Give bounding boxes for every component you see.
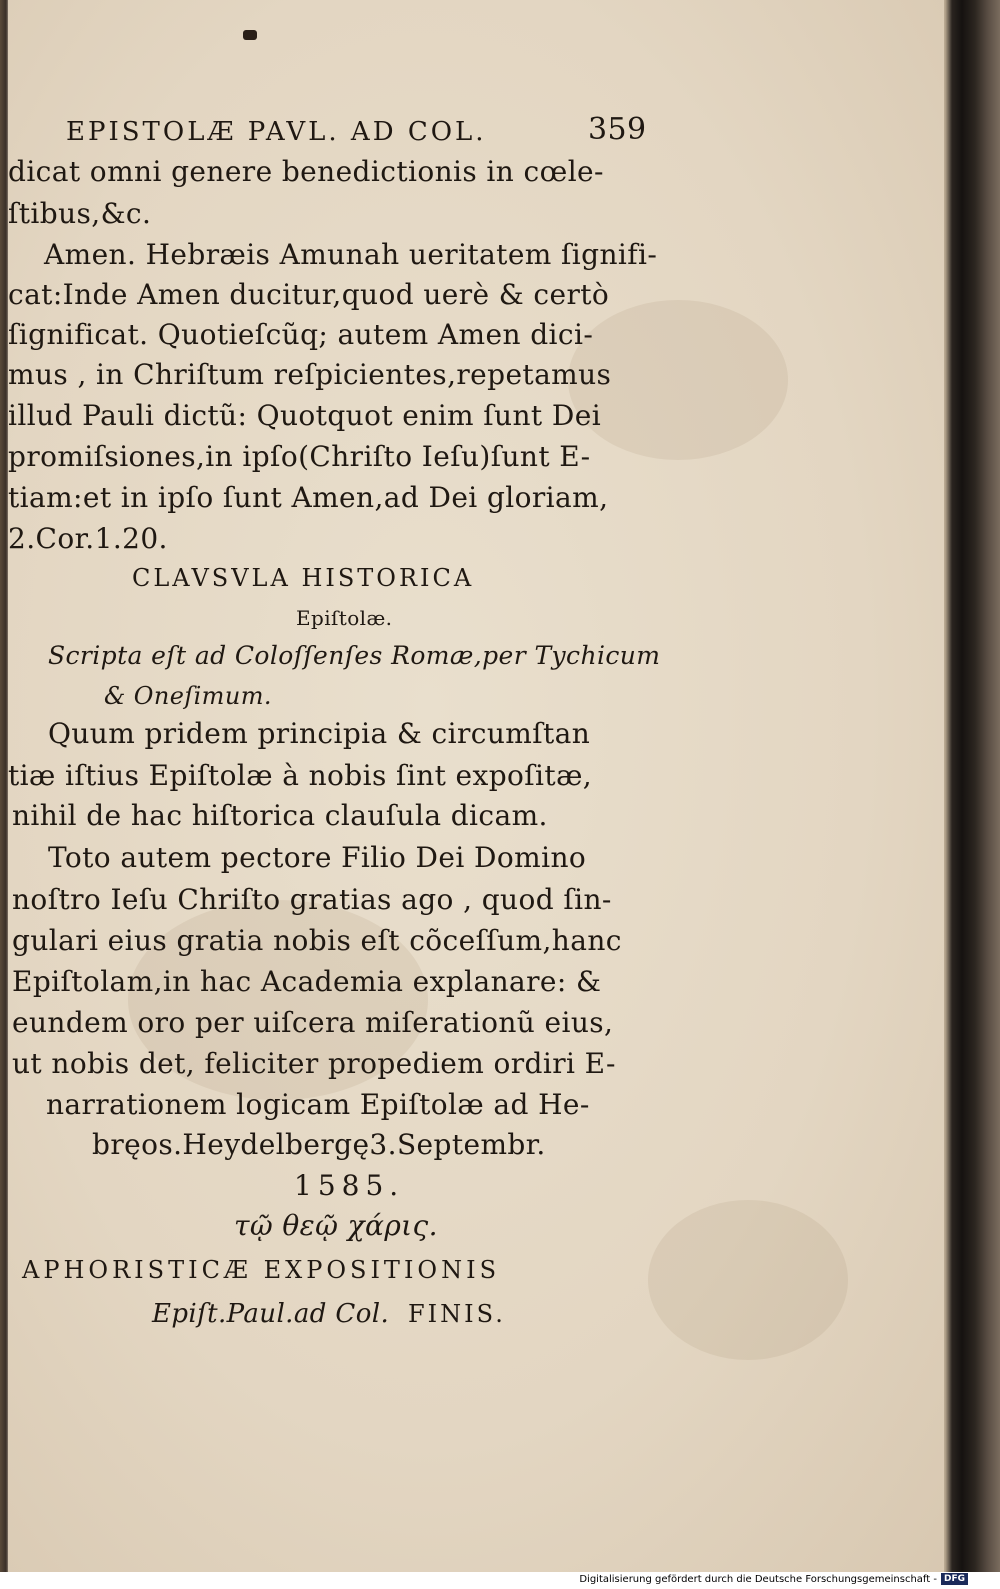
text-line: Quum pridem principia & circumſtan [48,717,591,750]
finis-word: FINIS. [408,1300,506,1328]
greek-line: τῷ θεῷ χάρις. [234,1209,438,1242]
text-line: promiſsiones,in ipſo(Chriſto Ieſu)ſunt E- [8,440,591,473]
italic-line: Scripta eſt ad Coloſſenſes Romæ,per Tychicum [48,641,661,670]
text-line: ut nobis det, feliciter propediem ordiri E- [12,1047,616,1080]
final-italic: Epiſt.Paul.ad Col. [152,1299,390,1329]
text-line: eundem oro per uiſcera miſerationũ eius, [12,1006,614,1039]
text-line: noſtro Ieſu Chriſto gratias ago , quod ſin- [12,883,612,916]
text-line: bręos.Heydelbergę3.Septembr. [92,1128,546,1161]
text-line: Toto autem pectore Filio Dei Domino [48,841,587,874]
text-line: nihil de hac hiſtorica clauſula dicam. [12,799,548,832]
text-line: Amen. Hebræis Amunah ueritatem ſignifi- [44,238,658,271]
text-line: tiæ iſtius Epiſtolæ à nobis ſint expoſitæ, [8,759,593,792]
text-line: tiam:et in ipſo ſunt Amen,ad Dei gloriam, [8,481,609,514]
text-line: ſignificat. Quotieſcũq; autem Amen dici- [8,318,594,351]
footer-credit-text: Digitalisierung gefördert durch die Deutsche Forschungsgemeinschaft - [579,1573,937,1585]
text-line: mus , in Chriſtum reſpicientes,repetamus [8,358,612,391]
running-title: EPISTOLÆ PAVL. AD COL. [66,117,487,147]
text-line: gulari eius gratia nobis eſt cõceſſum,hanc [12,924,622,957]
text-line: ſtibus,&c. [8,197,152,230]
final-heading: APHORISTICÆ EXPOSITIONIS [22,1256,501,1284]
section-subheading: Epiſtolæ. [296,606,393,630]
page-number: 359 [588,112,647,147]
italic-line: & Oneſimum. [104,682,272,710]
text-line: illud Pauli dictũ: Quotquot enim ſunt Dei [8,399,602,432]
text-line: dicat omni genere benedictionis in cœle- [8,155,604,188]
section-heading: CLAVSVLA HISTORICA [132,564,475,592]
footer-credit [579,1571,968,1587]
year-line: 1585. [294,1169,405,1202]
dfg-logo-icon: DFG [941,1573,968,1585]
text-line: Epiſtolam,in hac Academia explanare: & [12,965,602,998]
text-line: cat:Inde Amen ducitur,quod uerè & certò [8,278,610,311]
text-line: 2.Cor.1.20. [8,522,168,555]
text-line: narrationem logicam Epiſtolæ ad He- [46,1088,590,1121]
